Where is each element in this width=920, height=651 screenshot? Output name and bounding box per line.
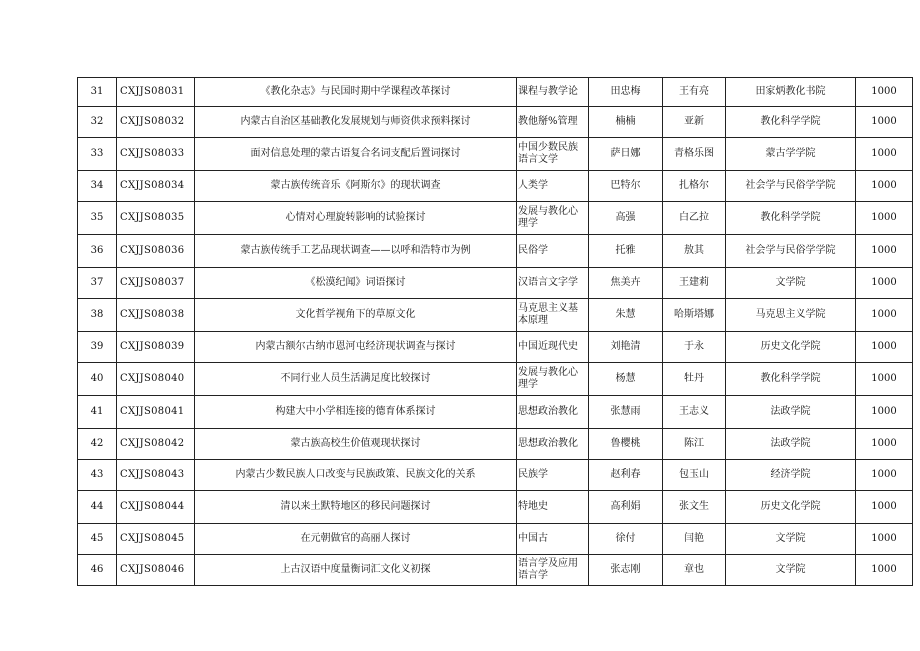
table-row [78,171,913,202]
funding-amount: 1000 [856,268,913,299]
supervisor-name: 张文生 [663,491,726,524]
project-title: 清以来土默特地区的移民问题探讨 [195,491,517,524]
college-name: 文学院 [726,555,856,586]
project-title: 内蒙古额尔古纳市恩河屯经济现状调查与探讨 [195,332,517,363]
project-title: 内蒙古自治区基础教化发展规划与师资供求预料探讨 [195,107,517,138]
row-number: 40 [78,363,117,396]
college-name: 教化科学学院 [726,363,856,396]
applicant-name: 高强 [589,202,663,235]
college-name: 历史文化学院 [726,332,856,363]
table-row [78,524,913,555]
funding-amount: 1000 [856,363,913,396]
row-number: 36 [78,235,117,268]
college-name: 经济学院 [726,460,856,491]
project-code: CXJJS08036 [117,235,195,268]
row-number: 42 [78,429,117,460]
supervisor-name: 白乙拉 [663,202,726,235]
row-number: 39 [78,332,117,363]
project-title: 面对信息处理的蒙古语复合名词支配后置词探讨 [195,138,517,171]
table-row [78,78,913,107]
table-row [78,202,913,235]
table-body [78,78,913,586]
project-title: 文化哲学视角下的草原文化 [195,299,517,332]
project-code: CXJJS08043 [117,460,195,491]
funding-amount: 1000 [856,460,913,491]
funding-amount: 1000 [856,555,913,586]
supervisor-name: 王建莉 [663,268,726,299]
supervisor-name: 敖其 [663,235,726,268]
supervisor-name: 亚新 [663,107,726,138]
funding-amount: 1000 [856,524,913,555]
funding-amount: 1000 [856,138,913,171]
project-title: 《教化杂志》与民国时期中学课程改革探讨 [195,78,517,107]
table-row [78,460,913,491]
row-number: 35 [78,202,117,235]
funding-amount: 1000 [856,396,913,429]
college-name: 文学院 [726,268,856,299]
discipline: 民族学 [517,460,589,491]
discipline: 特地史 [517,491,589,524]
table-row [78,268,913,299]
project-title: 蒙古族传统手工艺品现状调查——以呼和浩特市为例 [195,235,517,268]
funding-amount: 1000 [856,332,913,363]
table-row [78,396,913,429]
supervisor-name: 牡丹 [663,363,726,396]
applicant-name: 巴特尔 [589,171,663,202]
row-number: 38 [78,299,117,332]
funding-amount: 1000 [856,299,913,332]
row-number: 33 [78,138,117,171]
row-number: 34 [78,171,117,202]
college-name: 田家炳教化书院 [726,78,856,107]
applicant-name: 朱慧 [589,299,663,332]
applicant-name: 楠楠 [589,107,663,138]
discipline: 民俗学 [517,235,589,268]
project-title: 不同行业人员生活满足度比较探讨 [195,363,517,396]
applicant-name: 鲁樱桃 [589,429,663,460]
table-row [78,429,913,460]
discipline: 语言学及应用语言学 [517,555,589,586]
table-row [78,138,913,171]
project-code: CXJJS08045 [117,524,195,555]
supervisor-name: 闫艳 [663,524,726,555]
discipline: 发展与教化心理学 [517,363,589,396]
supervisor-name: 王志义 [663,396,726,429]
applicant-name: 田忠梅 [589,78,663,107]
supervisor-name: 扎格尔 [663,171,726,202]
college-name: 文学院 [726,524,856,555]
project-code: CXJJS08034 [117,171,195,202]
discipline: 发展与教化心理学 [517,202,589,235]
supervisor-name: 哈斯塔娜 [663,299,726,332]
project-title: 蒙古族高校生价值观现状探讨 [195,429,517,460]
discipline: 中国古 [517,524,589,555]
college-name: 马克思主义学院 [726,299,856,332]
table-row [78,363,913,396]
applicant-name: 高利娟 [589,491,663,524]
applicant-name: 萨日娜 [589,138,663,171]
project-code: CXJJS08037 [117,268,195,299]
applicant-name: 杨慧 [589,363,663,396]
college-name: 蒙古学学院 [726,138,856,171]
applicant-name: 徐付 [589,524,663,555]
row-number: 37 [78,268,117,299]
college-name: 教化科学学院 [726,107,856,138]
applicant-name: 托雅 [589,235,663,268]
discipline: 中国近现代史 [517,332,589,363]
supervisor-name: 青格乐图 [663,138,726,171]
college-name: 历史文化学院 [726,491,856,524]
funding-amount: 1000 [856,107,913,138]
discipline: 人类学 [517,171,589,202]
funding-amount: 1000 [856,171,913,202]
discipline: 中国少数民族语言文学 [517,138,589,171]
table-row [78,491,913,524]
discipline: 思想政治教化 [517,396,589,429]
discipline: 教他掰%管理 [517,107,589,138]
project-list-table [77,77,913,586]
funding-amount: 1000 [856,235,913,268]
funding-amount: 1000 [856,78,913,107]
project-code: CXJJS08046 [117,555,195,586]
project-code: CXJJS08044 [117,491,195,524]
funding-amount: 1000 [856,491,913,524]
project-code: CXJJS08042 [117,429,195,460]
college-name: 法政学院 [726,429,856,460]
funding-amount: 1000 [856,429,913,460]
table-row [78,235,913,268]
supervisor-name: 于永 [663,332,726,363]
discipline: 思想政治教化 [517,429,589,460]
table-row [78,332,913,363]
project-code: CXJJS08038 [117,299,195,332]
college-name: 法政学院 [726,396,856,429]
row-number: 44 [78,491,117,524]
project-title: 在元朝做官的高丽人探讨 [195,524,517,555]
supervisor-name: 包玉山 [663,460,726,491]
project-code: CXJJS08031 [117,78,195,107]
row-number: 43 [78,460,117,491]
applicant-name: 张慧雨 [589,396,663,429]
project-code: CXJJS08040 [117,363,195,396]
college-name: 社会学与民俗学学院 [726,171,856,202]
college-name: 社会学与民俗学学院 [726,235,856,268]
table-row [78,555,913,586]
project-title: 内蒙古少数民族人口改变与民族政策、民族文化的关系 [195,460,517,491]
discipline: 汉语言文字学 [517,268,589,299]
row-number: 32 [78,107,117,138]
project-title: 构建大中小学相连接的德育体系探讨 [195,396,517,429]
table-row [78,107,913,138]
applicant-name: 张志刚 [589,555,663,586]
funding-amount: 1000 [856,202,913,235]
applicant-name: 焦美卉 [589,268,663,299]
row-number: 45 [78,524,117,555]
applicant-name: 刘艳清 [589,332,663,363]
college-name: 教化科学学院 [726,202,856,235]
project-title: 心情对心理旋转影响的试验探讨 [195,202,517,235]
project-code: CXJJS08035 [117,202,195,235]
project-code: CXJJS08041 [117,396,195,429]
row-number: 41 [78,396,117,429]
project-title: 《松漠纪闻》词语探讨 [195,268,517,299]
project-code: CXJJS08032 [117,107,195,138]
project-title: 上古汉语中度量衡词汇文化义初探 [195,555,517,586]
discipline: 马克思主义基本原理 [517,299,589,332]
table-row [78,299,913,332]
applicant-name: 赵利春 [589,460,663,491]
supervisor-name: 陈江 [663,429,726,460]
discipline: 课程与教学论 [517,78,589,107]
supervisor-name: 王有亮 [663,78,726,107]
project-title: 蒙古族传统音乐《阿斯尔》的现状调查 [195,171,517,202]
row-number: 31 [78,78,117,107]
row-number: 46 [78,555,117,586]
supervisor-name: 章也 [663,555,726,586]
project-code: CXJJS08033 [117,138,195,171]
project-code: CXJJS08039 [117,332,195,363]
